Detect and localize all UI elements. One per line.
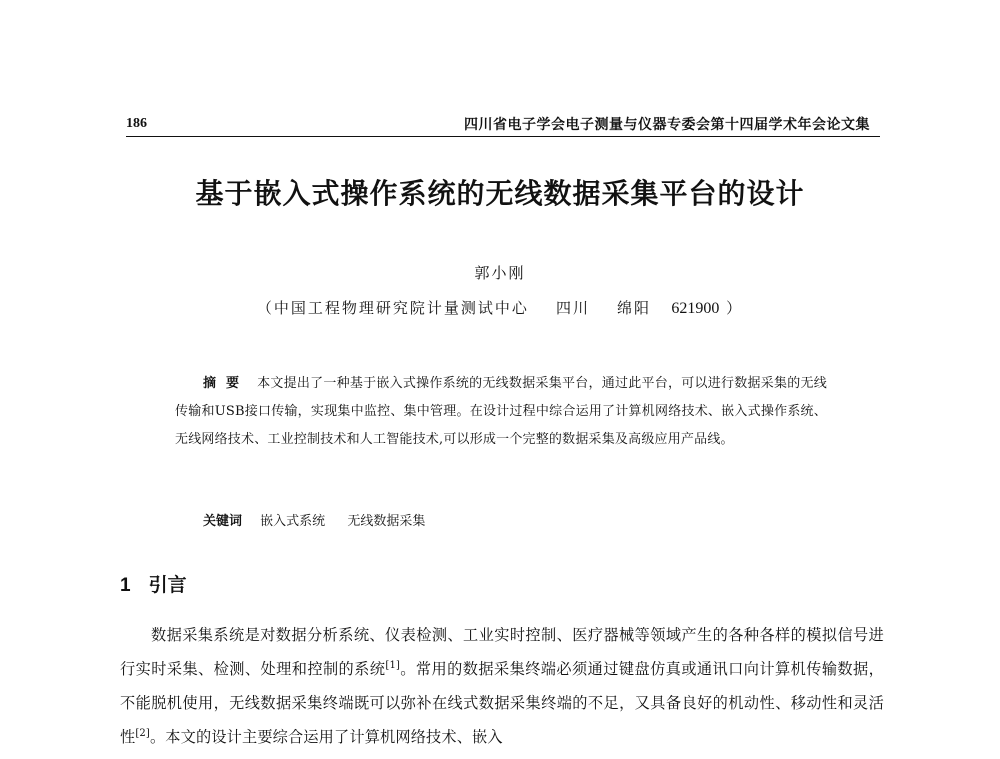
affiliation-city: 绵阳 bbox=[617, 299, 652, 317]
header-rule bbox=[126, 136, 880, 137]
abstract-text: 本文提出了一种基于嵌入式操作系统的无线数据采集平台，通过此平台，可以进行数据采集的无线传输和USB接口传输，实现集中监控、集中管理。在设计过程中综合运用了计算机网络技术、嵌入式操作系统、无线网络技术、工业控制技术和人工智能技术,可以形成一个完整的数据采集及高级应用产品线。 bbox=[175, 376, 827, 447]
paragraph-text: 数据采集系统是对数据分析系统、仪表检测、工业实时控制、医疗器械等领域产生的各种各样的模拟信号进行实时采集、检测、处理和控制的系统 bbox=[120, 626, 884, 678]
body-paragraph bbox=[120, 618, 884, 754]
abstract-label: 摘要 bbox=[203, 376, 250, 391]
paper-title: 基于嵌入式操作系统的无线数据采集平台的设计 bbox=[195, 177, 805, 210]
affiliation-org: 中国工程物理研究院计量测试中心 bbox=[273, 299, 529, 317]
keyword-item: 无线数据采集 bbox=[347, 514, 426, 529]
citation-ref: [2] bbox=[135, 727, 150, 739]
affiliation-postcode: 621900 bbox=[671, 300, 720, 317]
author-name: 郭小刚 bbox=[474, 264, 526, 282]
affiliation-close-paren: ） bbox=[726, 299, 744, 317]
section-number: 1 bbox=[120, 575, 131, 596]
paragraph-text: 。常用的数据采集终端必须通过键盘仿真或通讯口向计算机传输数据，不能脱机使用，无线数据采集终端既可以弥补在线式数据采集终端的不足，又具备良好的机动性、移动性和灵活性 bbox=[120, 660, 884, 746]
page-number: 186 bbox=[126, 116, 147, 131]
paragraph-text: 。本文的设计主要综合运用了计算机网络技术、嵌入 bbox=[149, 728, 503, 746]
journal-title: 四川省电子学会电子测量与仪器专委会第十四届学术年会论文集 bbox=[464, 117, 870, 133]
affiliation-province: 四川 bbox=[555, 299, 590, 317]
citation-ref: [1] bbox=[385, 659, 401, 671]
affiliation-open-paren: （ bbox=[256, 299, 274, 317]
abstract bbox=[175, 370, 827, 454]
running-header bbox=[126, 114, 880, 136]
section-title: 引言 bbox=[148, 574, 187, 596]
body-text bbox=[120, 618, 884, 754]
section-heading bbox=[120, 570, 187, 597]
keywords-label: 关键词 bbox=[203, 514, 243, 529]
keywords bbox=[203, 510, 443, 534]
affiliation bbox=[0, 297, 1000, 318]
keyword-item: 嵌入式系统 bbox=[260, 514, 326, 529]
